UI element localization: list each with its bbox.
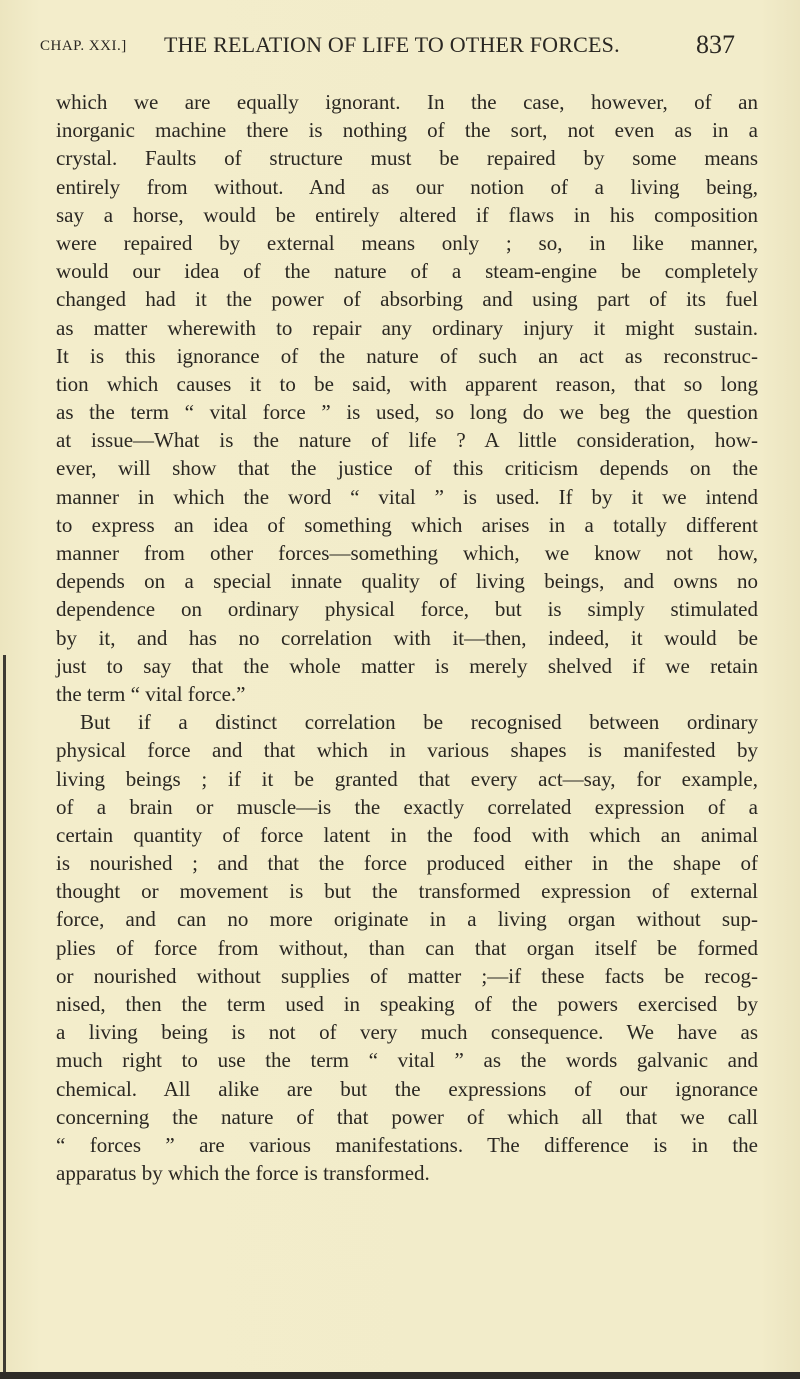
text-line: were repaired by external means only ; so, in like manner, [56, 230, 758, 255]
text-line: as the term “ vital force ” is used, so long do we beg the question [56, 400, 758, 425]
paragraph-start-line: But if a distinct correlation be recognised between ordinary [80, 710, 758, 735]
text-line: say a horse, would be entirely altered if flaws in his composition [56, 202, 758, 227]
text-line: to express an idea of something which arises in a totally different [56, 512, 758, 537]
text-line: It is this ignorance of the nature of such an act as reconstruc- [56, 343, 758, 368]
text-line: dependence on ordinary physical force, but is simply stimulated [56, 597, 758, 622]
text-line: at issue—What is the nature of life ? A little consideration, how- [56, 428, 758, 453]
text-line: manner in which the word “ vital ” is used. If by it we intend [56, 484, 758, 509]
text-line: tion which causes it to be said, with apparent reason, that so long [56, 371, 758, 396]
paragraph-end-line: the term “ vital force.” [56, 681, 246, 706]
paragraph-end-line: apparatus by which the force is transformed. [56, 1161, 430, 1186]
text-line: as matter wherewith to repair any ordinary injury it might sustain. [56, 315, 758, 340]
text-line: ever, will show that the justice of this criticism depends on the [56, 456, 758, 481]
text-line: chemical. All alike are but the expressions of our ignorance [56, 1076, 758, 1101]
running-head [40, 22, 800, 62]
text-line: inorganic machine there is nothing of the sort, not even as in a [56, 118, 758, 143]
text-line: is nourished ; and that the force produced either in the shape of [56, 851, 758, 876]
text-line: force, and can no more originate in a living organ without sup- [56, 907, 758, 932]
text-line: thought or movement is but the transformed expression of external [56, 879, 758, 904]
text-line: or nourished without supplies of matter ;—if these facts be recog- [56, 963, 758, 988]
text-line: changed had it the power of absorbing and using part of its fuel [56, 287, 758, 312]
running-title: THE RELATION OF LIFE TO OTHER FORCES. [164, 32, 620, 57]
text-line: by it, and has no correlation with it—then, indeed, it would be [56, 625, 758, 650]
text-line: of a brain or muscle—is the exactly correlated expression of a [56, 794, 758, 819]
text-line: manner from other forces—something which, we know not how, [56, 541, 758, 565]
text-line: which we are equally ignorant. In the case, however, of an [56, 90, 758, 114]
text-line: much right to use the term “ vital ” as the words galvanic and [56, 1048, 758, 1073]
text-line: entirely from without. And as our notion of a living being, [56, 174, 758, 199]
chapter-label: CHAP. XXI.] [40, 38, 127, 54]
text-line: a living being is not of very much consequence. We have as [56, 1020, 758, 1045]
page-bottom-edge [0, 1372, 800, 1379]
text-line: plies of force from without, than can that organ itself be formed [56, 935, 758, 960]
text-line: “ forces ” are various manifestations. The difference is in the [56, 1132, 758, 1157]
text-line: physical force and that which in various shapes is manifested by [56, 738, 758, 763]
text-line: living beings ; if it be granted that every act—say, for example, [56, 766, 758, 791]
text-line: certain quantity of force latent in the food with which an animal [56, 822, 758, 847]
body-text [56, 88, 758, 1187]
text-line: would our idea of the nature of a steam-engine be completely [56, 259, 758, 284]
text-line: concerning the nature of that power of which all that we call [56, 1104, 758, 1129]
text-line: crystal. Faults of structure must be repaired by some means [56, 146, 758, 171]
text-line: just to say that the whole matter is merely shelved if we retain [56, 653, 758, 678]
text-line: depends on a special innate quality of living beings, and owns no [56, 569, 758, 594]
text-line: nised, then the term used in speaking of the powers exercised by [56, 992, 758, 1016]
page-edge-shadow [3, 655, 6, 1379]
page-number: 837 [696, 30, 735, 59]
